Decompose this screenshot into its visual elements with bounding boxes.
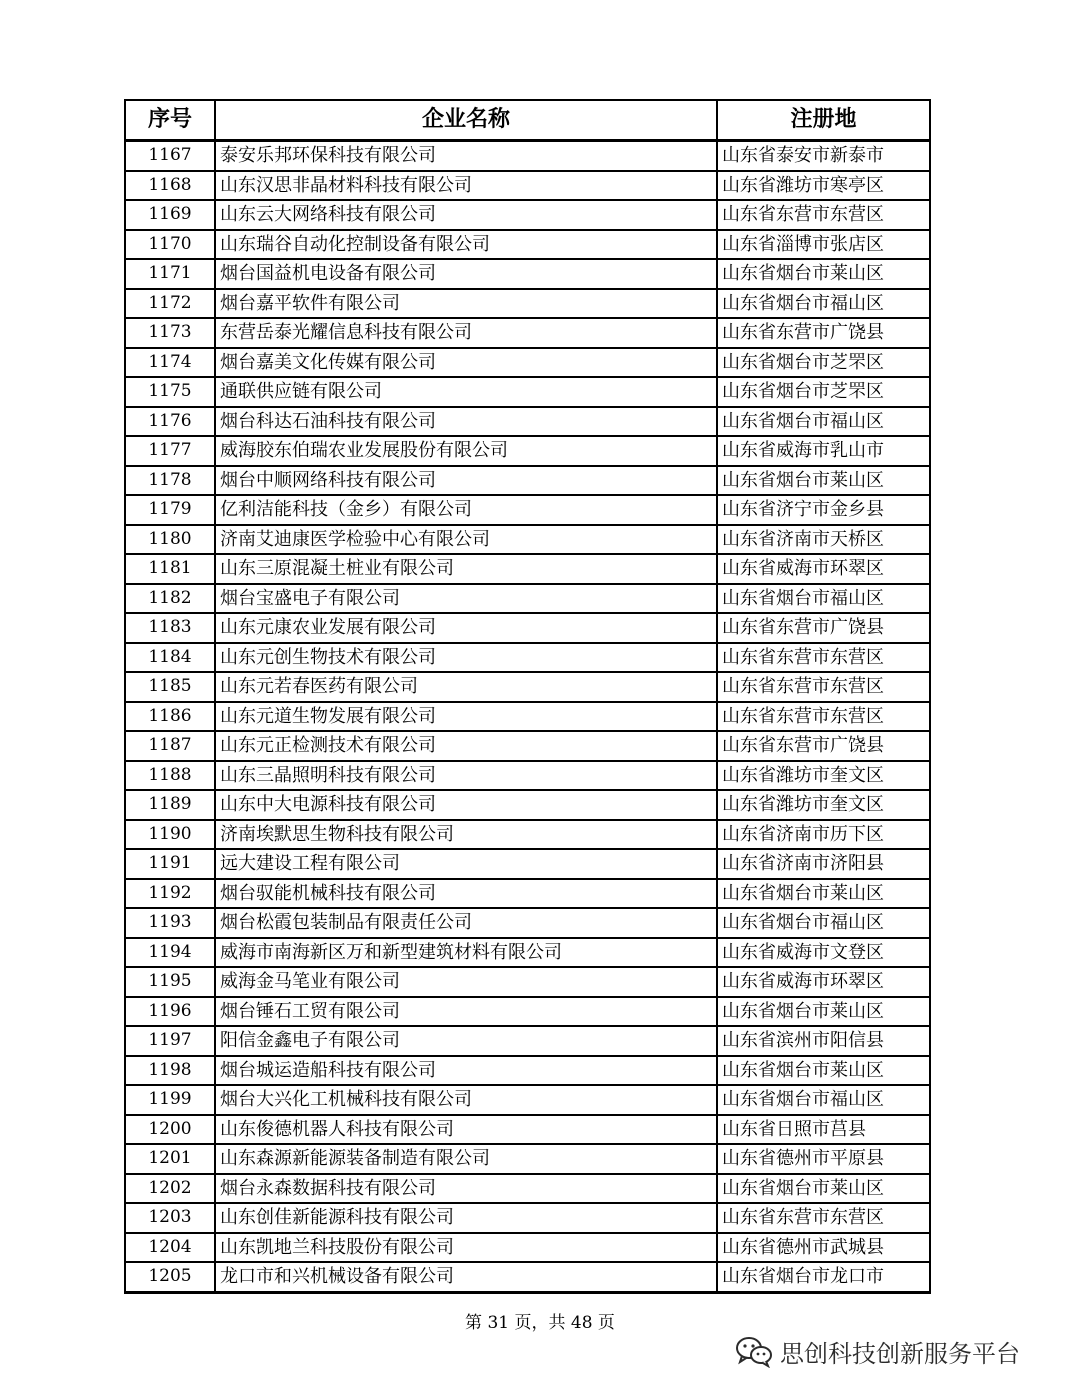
row-serial-number: 1204	[125, 1233, 215, 1263]
row-serial-number: 1168	[125, 171, 215, 201]
row-company-name: 烟台国益机电设备有限公司	[215, 259, 717, 289]
table-row	[125, 613, 930, 643]
row-registered-location: 山东省潍坊市奎文区	[717, 761, 930, 791]
row-serial-number: 1189	[125, 790, 215, 820]
table-row	[125, 230, 930, 260]
watermark-text: 思创科技创新服务平台	[780, 1339, 1020, 1368]
row-serial-number: 1174	[125, 348, 215, 378]
row-registered-location: 山东省烟台市莱山区	[717, 879, 930, 909]
row-registered-location: 山东省泰安市新泰市	[717, 141, 930, 171]
row-serial-number: 1193	[125, 908, 215, 938]
row-company-name: 山东汉思非晶材料科技有限公司	[215, 171, 717, 201]
row-registered-location: 山东省淄博市张店区	[717, 230, 930, 260]
row-company-name: 威海金马笔业有限公司	[215, 967, 717, 997]
row-serial-number: 1170	[125, 230, 215, 260]
row-serial-number: 1186	[125, 702, 215, 732]
row-registered-location: 山东省东营市东营区	[717, 672, 930, 702]
row-serial-number: 1180	[125, 525, 215, 555]
table-row	[125, 1144, 930, 1174]
table-row	[125, 1262, 930, 1292]
row-registered-location: 山东省烟台市莱山区	[717, 1174, 930, 1204]
table-row	[125, 377, 930, 407]
row-company-name: 山东中大电源科技有限公司	[215, 790, 717, 820]
row-company-name: 烟台城运造船科技有限公司	[215, 1056, 717, 1086]
row-registered-location: 山东省烟台市莱山区	[717, 466, 930, 496]
row-company-name: 烟台宝盛电子有限公司	[215, 584, 717, 614]
row-serial-number: 1197	[125, 1026, 215, 1056]
row-serial-number: 1200	[125, 1115, 215, 1145]
row-registered-location: 山东省烟台市福山区	[717, 407, 930, 437]
row-registered-location: 山东省日照市莒县	[717, 1115, 930, 1145]
row-registered-location: 山东省威海市文登区	[717, 938, 930, 968]
row-company-name: 山东元康农业发展有限公司	[215, 613, 717, 643]
row-registered-location: 山东省潍坊市奎文区	[717, 790, 930, 820]
row-registered-location: 山东省济南市济阳县	[717, 849, 930, 879]
row-company-name: 烟台中顺网络科技有限公司	[215, 466, 717, 496]
table-row	[125, 702, 930, 732]
table-row	[125, 495, 930, 525]
row-company-name: 烟台嘉平软件有限公司	[215, 289, 717, 319]
row-serial-number: 1184	[125, 643, 215, 673]
row-registered-location: 山东省威海市环翠区	[717, 967, 930, 997]
wechat-icon	[734, 1334, 774, 1368]
row-registered-location: 山东省威海市乳山市	[717, 436, 930, 466]
table-row	[125, 1233, 930, 1263]
header-serial-number: 序号	[125, 100, 215, 141]
row-company-name: 山东瑞谷自动化控制设备有限公司	[215, 230, 717, 260]
row-serial-number: 1196	[125, 997, 215, 1027]
row-registered-location: 山东省烟台市莱山区	[717, 259, 930, 289]
row-company-name: 烟台科达石油科技有限公司	[215, 407, 717, 437]
row-registered-location: 山东省威海市环翠区	[717, 554, 930, 584]
row-registered-location: 山东省德州市平原县	[717, 1144, 930, 1174]
row-serial-number: 1187	[125, 731, 215, 761]
row-company-name: 山东元道生物发展有限公司	[215, 702, 717, 732]
row-serial-number: 1194	[125, 938, 215, 968]
table-row	[125, 171, 930, 201]
table-row	[125, 761, 930, 791]
row-registered-location: 山东省东营市广饶县	[717, 318, 930, 348]
table-row	[125, 1056, 930, 1086]
row-registered-location: 山东省烟台市莱山区	[717, 1056, 930, 1086]
row-company-name: 烟台永森数据科技有限公司	[215, 1174, 717, 1204]
row-company-name: 烟台驭能机械科技有限公司	[215, 879, 717, 909]
row-serial-number: 1205	[125, 1262, 215, 1292]
table-row	[125, 997, 930, 1027]
table-row	[125, 1085, 930, 1115]
enterprise-table	[124, 99, 931, 1294]
row-company-name: 山东元若春医药有限公司	[215, 672, 717, 702]
page-number: 第 31 页，共 48 页	[465, 1313, 615, 1333]
row-company-name: 远大建设工程有限公司	[215, 849, 717, 879]
row-serial-number: 1176	[125, 407, 215, 437]
row-serial-number: 1198	[125, 1056, 215, 1086]
row-serial-number: 1175	[125, 377, 215, 407]
row-registered-location: 山东省济宁市金乡县	[717, 495, 930, 525]
row-registered-location: 山东省东营市东营区	[717, 702, 930, 732]
row-registered-location: 山东省烟台市福山区	[717, 908, 930, 938]
row-registered-location: 山东省济南市天桥区	[717, 525, 930, 555]
row-company-name: 山东三晶照明科技有限公司	[215, 761, 717, 791]
table-row	[125, 318, 930, 348]
row-company-name: 山东三原混凝土桩业有限公司	[215, 554, 717, 584]
table-row	[125, 1203, 930, 1233]
table-row	[125, 672, 930, 702]
row-registered-location: 山东省烟台市福山区	[717, 289, 930, 319]
row-company-name: 东营岳泰光耀信息科技有限公司	[215, 318, 717, 348]
row-serial-number: 1181	[125, 554, 215, 584]
row-company-name: 烟台锤石工贸有限公司	[215, 997, 717, 1027]
row-company-name: 烟台嘉美文化传媒有限公司	[215, 348, 717, 378]
row-registered-location: 山东省烟台市福山区	[717, 1085, 930, 1115]
row-serial-number: 1188	[125, 761, 215, 791]
table-row	[125, 849, 930, 879]
row-serial-number: 1203	[125, 1203, 215, 1233]
row-serial-number: 1183	[125, 613, 215, 643]
row-company-name: 威海胶东伯瑞农业发展股份有限公司	[215, 436, 717, 466]
row-company-name: 亿利洁能科技（金乡）有限公司	[215, 495, 717, 525]
row-serial-number: 1171	[125, 259, 215, 289]
table-row	[125, 259, 930, 289]
table-row	[125, 643, 930, 673]
table-row	[125, 938, 930, 968]
table-row	[125, 141, 930, 171]
row-registered-location: 山东省德州市武城县	[717, 1233, 930, 1263]
table-body	[125, 141, 930, 1293]
row-registered-location: 山东省济南市历下区	[717, 820, 930, 850]
row-serial-number: 1199	[125, 1085, 215, 1115]
row-company-name: 山东森源新能源装备制造有限公司	[215, 1144, 717, 1174]
table-row	[125, 348, 930, 378]
row-registered-location: 山东省潍坊市寒亭区	[717, 171, 930, 201]
row-registered-location: 山东省东营市东营区	[717, 1203, 930, 1233]
table-row	[125, 525, 930, 555]
row-serial-number: 1172	[125, 289, 215, 319]
row-registered-location: 山东省东营市东营区	[717, 200, 930, 230]
row-registered-location: 山东省烟台市芝罘区	[717, 348, 930, 378]
row-serial-number: 1202	[125, 1174, 215, 1204]
table-row	[125, 908, 930, 938]
row-registered-location: 山东省烟台市福山区	[717, 584, 930, 614]
table-row	[125, 466, 930, 496]
row-company-name: 山东创佳新能源科技有限公司	[215, 1203, 717, 1233]
row-registered-location: 山东省烟台市龙口市	[717, 1262, 930, 1292]
row-serial-number: 1177	[125, 436, 215, 466]
row-company-name: 龙口市和兴机械设备有限公司	[215, 1262, 717, 1292]
row-serial-number: 1169	[125, 200, 215, 230]
row-company-name: 山东元创生物技术有限公司	[215, 643, 717, 673]
row-company-name: 山东云大网络科技有限公司	[215, 200, 717, 230]
row-registered-location: 山东省烟台市莱山区	[717, 997, 930, 1027]
row-serial-number: 1179	[125, 495, 215, 525]
table-row	[125, 967, 930, 997]
row-registered-location: 山东省东营市广饶县	[717, 731, 930, 761]
row-serial-number: 1185	[125, 672, 215, 702]
table-row	[125, 820, 930, 850]
table-row	[125, 1115, 930, 1145]
row-registered-location: 山东省东营市广饶县	[717, 613, 930, 643]
row-serial-number: 1173	[125, 318, 215, 348]
row-serial-number: 1167	[125, 141, 215, 171]
table-row	[125, 1026, 930, 1056]
row-company-name: 烟台松霞包装制品有限责任公司	[215, 908, 717, 938]
header-registered-location: 注册地	[717, 100, 930, 141]
row-registered-location: 山东省东营市东营区	[717, 643, 930, 673]
table-row	[125, 554, 930, 584]
wechat-watermark	[734, 1331, 1020, 1371]
row-company-name: 山东凯地兰科技股份有限公司	[215, 1233, 717, 1263]
row-serial-number: 1192	[125, 879, 215, 909]
row-company-name: 泰安乐邦环保科技有限公司	[215, 141, 717, 171]
table-row	[125, 731, 930, 761]
table-header	[125, 100, 930, 141]
row-company-name: 山东元正检测技术有限公司	[215, 731, 717, 761]
row-company-name: 通联供应链有限公司	[215, 377, 717, 407]
row-company-name: 烟台大兴化工机械科技有限公司	[215, 1085, 717, 1115]
row-company-name: 济南艾迪康医学检验中心有限公司	[215, 525, 717, 555]
row-serial-number: 1182	[125, 584, 215, 614]
table-row	[125, 584, 930, 614]
row-company-name: 山东俊德机器人科技有限公司	[215, 1115, 717, 1145]
row-registered-location: 山东省烟台市芝罘区	[717, 377, 930, 407]
row-company-name: 威海市南海新区万和新型建筑材料有限公司	[215, 938, 717, 968]
table-row	[125, 790, 930, 820]
row-company-name: 济南埃默思生物科技有限公司	[215, 820, 717, 850]
table-row	[125, 436, 930, 466]
table-row	[125, 289, 930, 319]
table-row	[125, 200, 930, 230]
table-row	[125, 1174, 930, 1204]
table-row	[125, 879, 930, 909]
row-serial-number: 1191	[125, 849, 215, 879]
header-company-name: 企业名称	[215, 100, 717, 141]
row-company-name: 阳信金鑫电子有限公司	[215, 1026, 717, 1056]
table-row	[125, 407, 930, 437]
row-serial-number: 1190	[125, 820, 215, 850]
row-serial-number: 1201	[125, 1144, 215, 1174]
row-serial-number: 1178	[125, 466, 215, 496]
row-serial-number: 1195	[125, 967, 215, 997]
row-registered-location: 山东省滨州市阳信县	[717, 1026, 930, 1056]
